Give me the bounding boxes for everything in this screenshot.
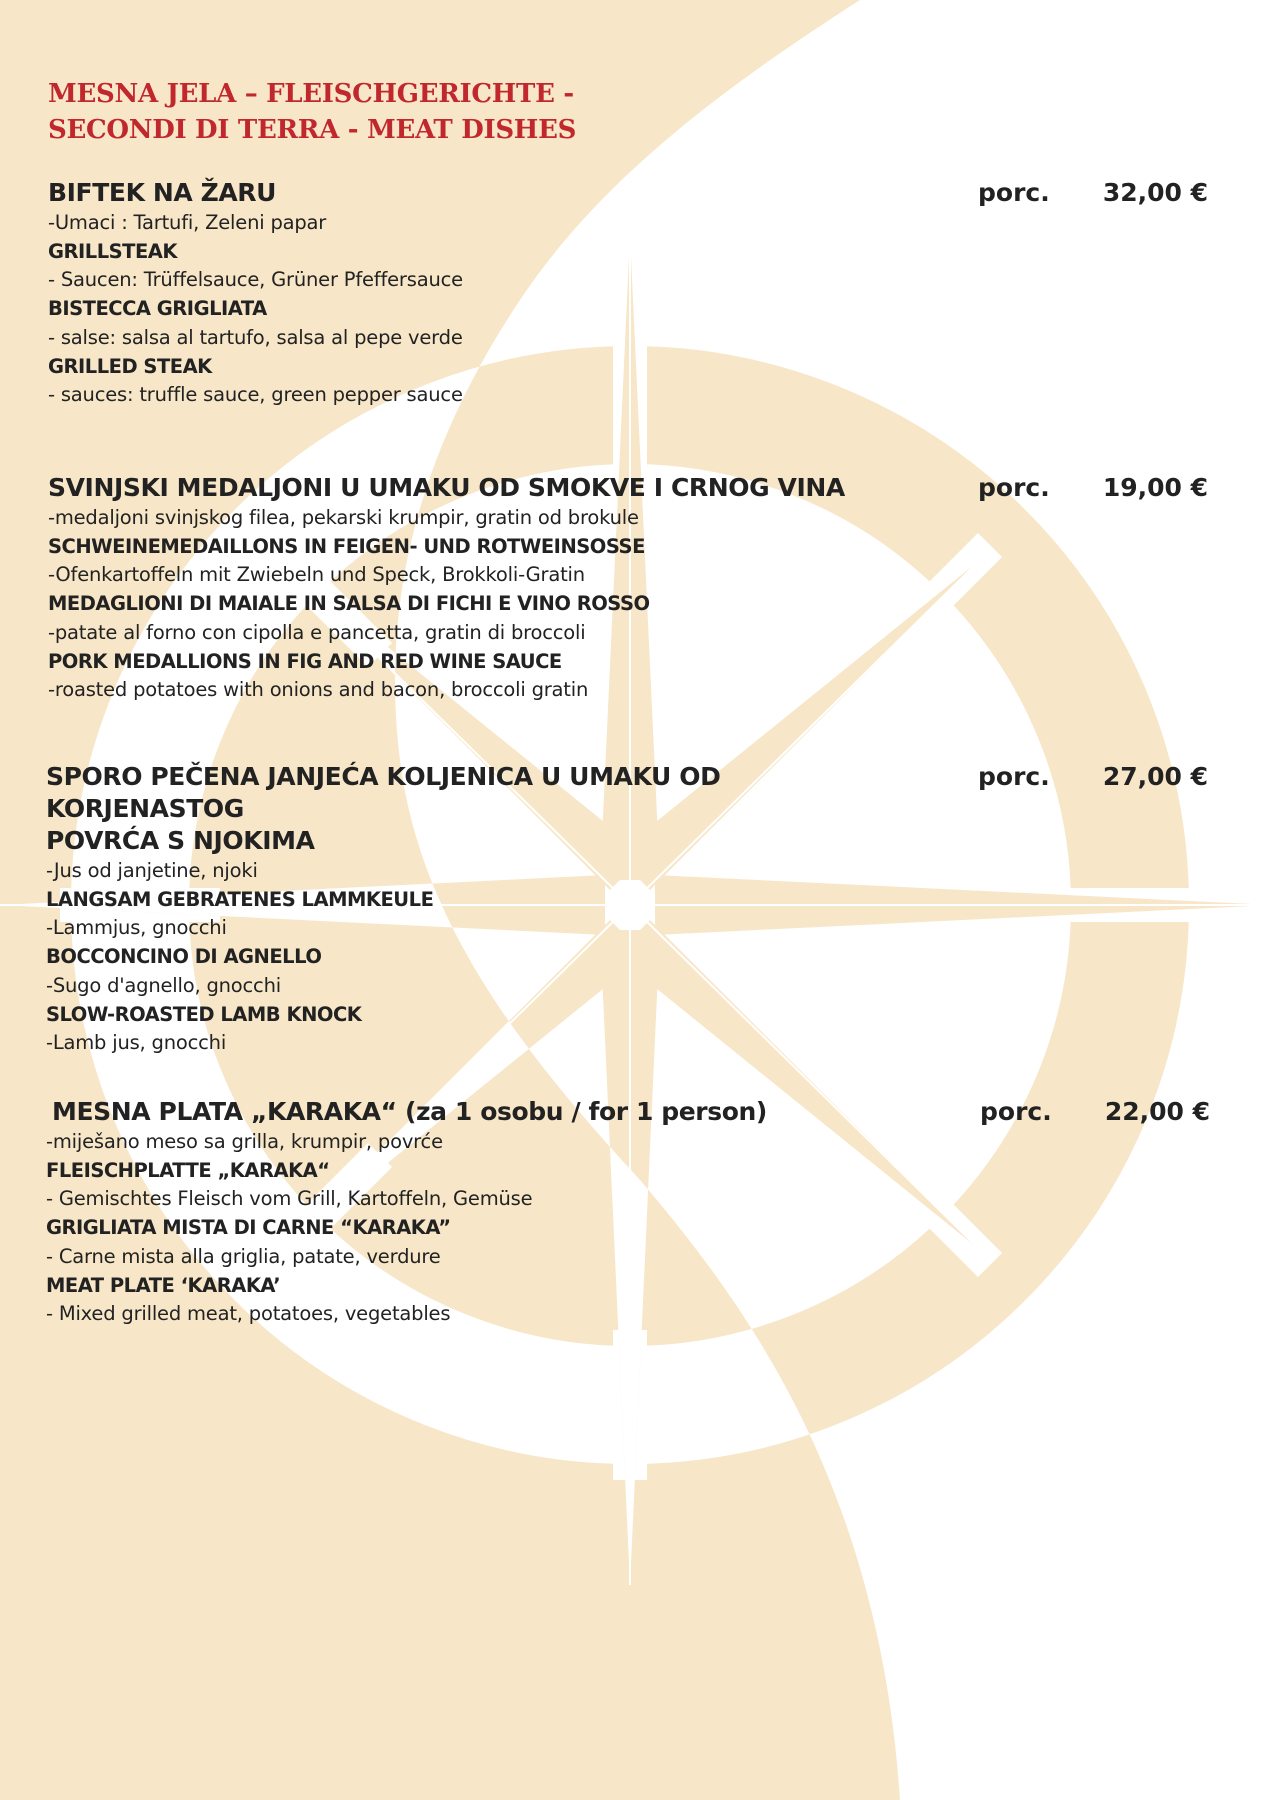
description-line: -Jus od janjetine, njoki [46,859,258,882]
description-line: -miješano meso sa grilla, krumpir, povrće [46,1130,443,1153]
menu-section-heading [48,76,576,148]
dish-title: SVINJSKI MEDALJONI U UMAKU OD SMOKVE I CRNOG VINA [48,473,845,502]
translated-title: SCHWEINEMEDAILLONS IN FEIGEN- UND ROTWEINSOSSE [48,534,645,558]
price-amount: 27,00 € [1102,762,1208,791]
price-amount: 32,00 € [1102,178,1208,207]
description-line: -medaljoni svinjskog filea, pekarski krumpir, gratin od brokule [48,506,639,529]
description-line: - Mixed grilled meat, potatoes, vegetables [46,1302,451,1326]
portion-label: porc. [978,762,1050,791]
description-line: -roasted potatoes with onions and bacon, broccoli gratin [48,678,589,702]
description-line: -Lamb jus, gnocchi [46,1031,227,1055]
translated-title: GRIGLIATA MISTA DI CARNE “KARAKA” [46,1216,451,1240]
translated-title: MEAT PLATE ‘KARAKA’ [46,1273,281,1297]
description-line: -Ofenkartoffeln mit Zwiebeln und Speck, Brokkoli-Gratin [48,563,585,587]
translated-title: SLOW-ROASTED LAMB KNOCK [46,1002,362,1026]
dish-title-line: POVRĆA S NJOKIMA [46,826,315,855]
description-line: -Lammjus, gnocchi [46,916,227,940]
heading-line: MESNA JELA – FLEISCHGERICHTE - [48,79,574,109]
translated-title: GRILLSTEAK [48,239,177,263]
translated-title: FLEISCHPLATTE „KARAKA“ [46,1158,330,1182]
dish-title: MESNA PLATA „KARAKA“ (za 1 osobu / for 1 person) [52,1097,767,1126]
translated-title: BOCCONCINO DI AGNELLO [46,945,322,969]
dish-title [46,761,886,857]
dish-janjeca-koljenica [46,761,1208,1058]
translated-title: MEDAGLIONI DI MAIALE IN SALSA DI FICHI E VINO ROSSO [48,592,650,616]
portion-label: porc. [978,178,1050,207]
translated-title: BISTECCA GRIGLIATA [48,297,267,321]
description-line: -patate al forno con cipolla e pancetta, gratin di broccoli [48,620,586,644]
price-amount: 19,00 € [1102,473,1208,502]
dish-biftek [48,177,1208,410]
description-line: - Saucen: Trüffelsauce, Grüner Pfeffersauce [48,268,463,292]
description-line: - salse: salsa al tartufo, salsa al pepe verde [48,325,463,349]
description-line: - Gemischtes Fleisch vom Grill, Kartoffeln, Gemüse [46,1187,533,1211]
description-line: -Umaci : Tartufi, Zeleni papar [48,211,327,234]
portion-label: porc. [980,1097,1052,1126]
translated-title: LANGSAM GEBRATENES LAMMKEULE [46,887,434,911]
dish-mesna-plata [46,1096,1210,1329]
price-amount: 22,00 € [1104,1097,1210,1126]
dish-title-line: SPORO PEČENA JANJEĆA KOLJENICA U UMAKU OD KORJENASTOG [46,762,721,823]
dish-title: BIFTEK NA ŽARU [48,178,277,207]
description-line: - Carne mista alla griglia, patate, verdure [46,1244,441,1268]
description-line: -Sugo d'agnello, gnocchi [46,973,281,997]
portion-label: porc. [978,473,1050,502]
heading-line: SECONDI DI TERRA - MEAT DISHES [48,115,577,145]
translated-title: PORK MEDALLIONS IN FIG AND RED WINE SAUCE [48,649,562,673]
description-line: - sauces: truffle sauce, green pepper sauce [48,383,463,407]
translated-title: GRILLED STEAK [48,354,212,378]
dish-svinjski-medaljoni [48,472,1208,705]
